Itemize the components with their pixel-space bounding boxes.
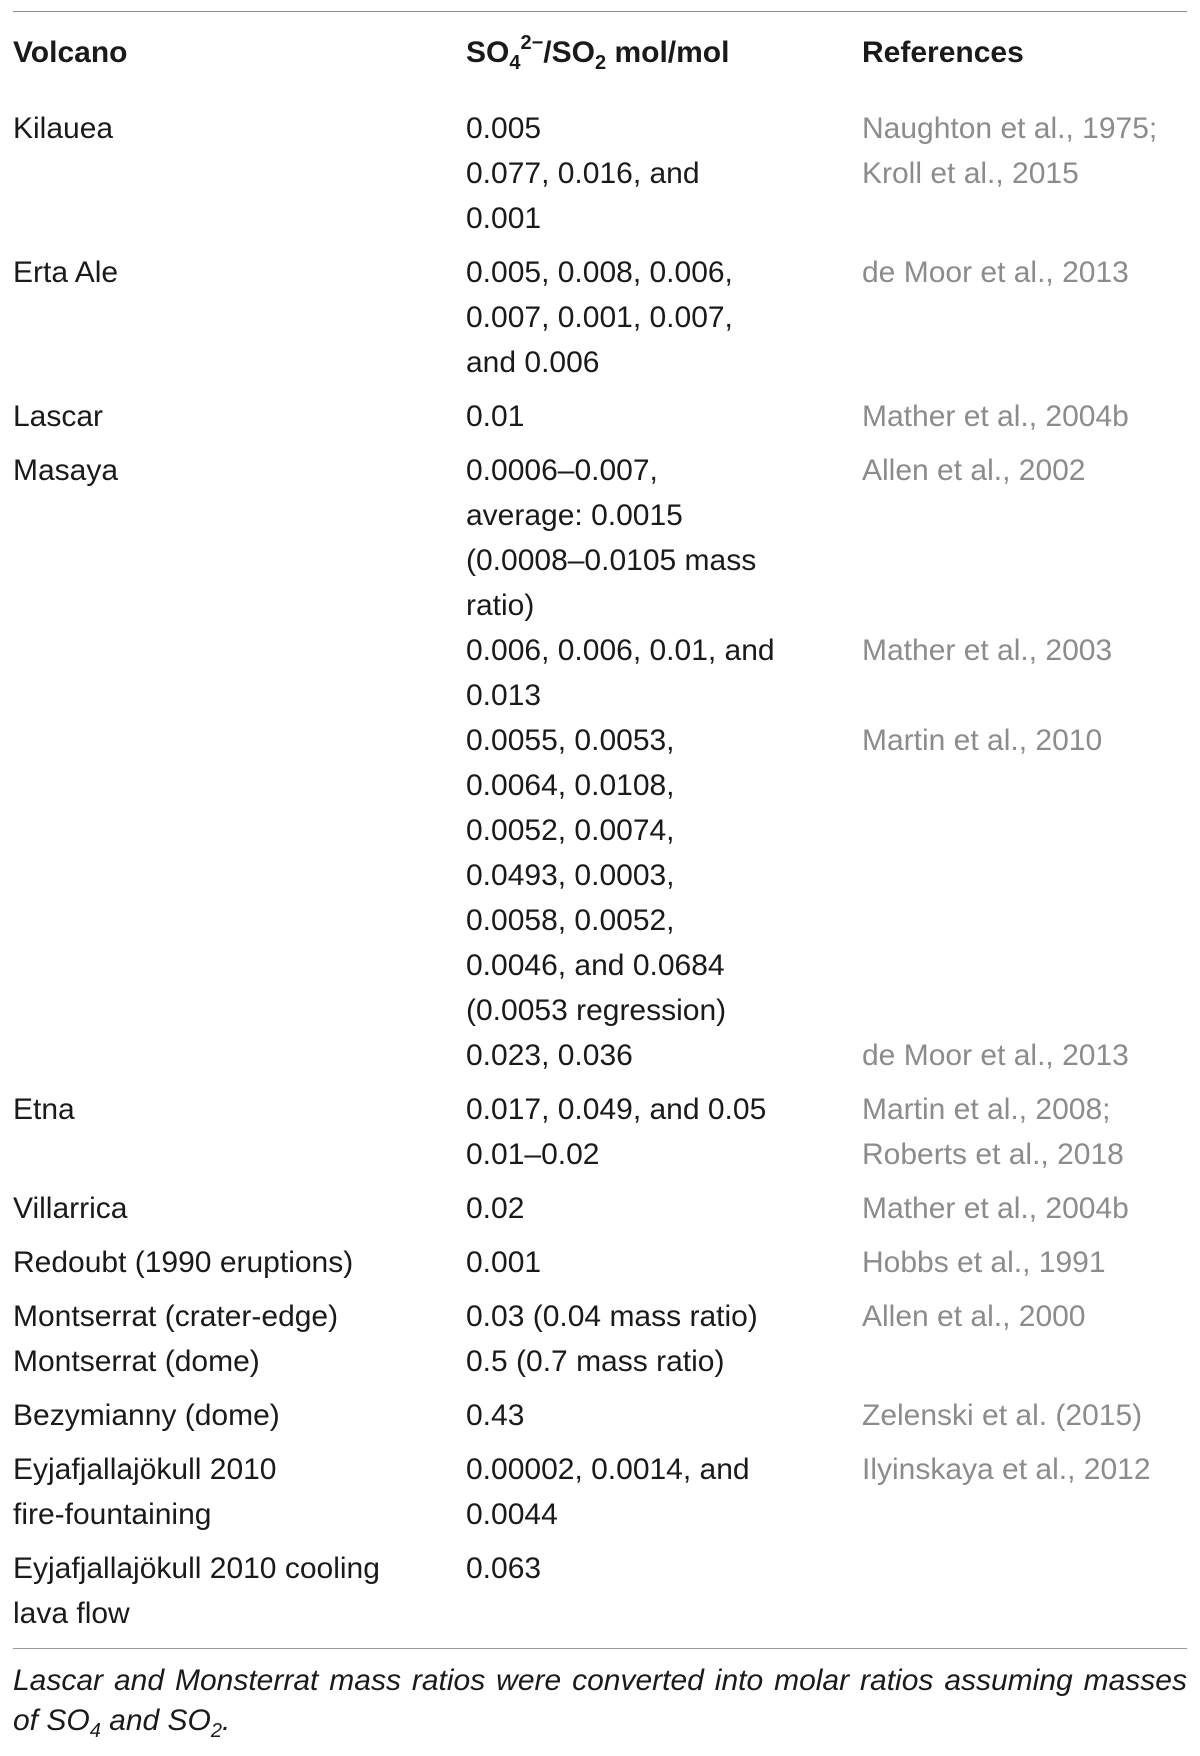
- volcano-cell-line: lava flow: [13, 1597, 130, 1630]
- reference-cell: [862, 439, 1187, 628]
- ratio-cell-line: 0.0055, 0.0053,: [466, 724, 675, 757]
- ratio-cell-line: 0.03 (0.04 mass ratio): [466, 1300, 758, 1333]
- ratio-cell: [466, 439, 862, 628]
- bottom-rule: [13, 1648, 1187, 1649]
- reference-cell: [862, 91, 1187, 241]
- ratio-cell: [466, 1033, 862, 1078]
- table-header: [13, 12, 1187, 91]
- reference-cell: [862, 1438, 1187, 1537]
- table-footnote: Lascar and Monsterrat mass ratios were converted into molar ratios assuming masses of $SO_4$ and $SO_2$.: [13, 1664, 1187, 1742]
- table-row: [13, 1285, 1187, 1384]
- reference-cell: [862, 1537, 1187, 1648]
- data-table: [13, 12, 1187, 1648]
- reference-cell-line: Kroll et al., 2015: [862, 157, 1079, 190]
- reference-cell-line: Hobbs et al., 1991: [862, 1246, 1106, 1279]
- volcano-cell-line: Montserrat (dome): [13, 1345, 260, 1378]
- reference-cell: [862, 718, 1187, 1033]
- table-body: [13, 91, 1187, 1648]
- table-row: [13, 718, 1187, 1033]
- reference-cell-line: Mather et al., 2004b: [862, 400, 1129, 433]
- header-references: References: [862, 36, 1024, 69]
- ratio-cell-line: 0.0046, and 0.0684: [466, 949, 725, 982]
- table-container: [13, 11, 1187, 1741]
- ratio-cell-line: 0.005, 0.008, 0.006,: [466, 256, 733, 289]
- ratio-cell: [466, 1285, 862, 1384]
- ratio-cell-line: 0.023, 0.036: [466, 1039, 633, 1072]
- reference-cell: [862, 241, 1187, 385]
- ratio-cell: [466, 628, 862, 718]
- reference-cell-line: Allen et al., 2002: [862, 454, 1086, 487]
- reference-cell-line: de Moor et al., 2013: [862, 256, 1129, 289]
- volcano-cell-line: Eyjafjallajökull 2010: [13, 1453, 277, 1486]
- table-row: [13, 1537, 1187, 1648]
- table-row: [13, 628, 1187, 718]
- reference-cell-line: Martin et al., 2010: [862, 724, 1103, 757]
- ratio-cell: [466, 91, 862, 241]
- ratio-cell-line: 0.013: [466, 679, 542, 712]
- table-row: [13, 241, 1187, 385]
- reference-cell-line: Martin et al., 2008;: [862, 1093, 1111, 1126]
- ratio-cell-line: 0.01–0.02: [466, 1138, 600, 1171]
- ratio-cell-line: 0.0064, 0.0108,: [466, 769, 675, 802]
- volcano-cell: [13, 1285, 466, 1384]
- ratio-cell-line: 0.0058, 0.0052,: [466, 904, 675, 937]
- volcano-cell: [13, 439, 466, 628]
- volcano-cell: [13, 1177, 466, 1231]
- ratio-cell-line: 0.43: [466, 1399, 525, 1432]
- ratio-cell-line: 0.00002, 0.0014, and: [466, 1453, 750, 1486]
- volcano-cell-line: Kilauea: [13, 112, 114, 145]
- reference-cell: [862, 1384, 1187, 1438]
- table-row: [13, 1231, 1187, 1285]
- ratio-cell: [466, 718, 862, 1033]
- ratio-cell-line: 0.0044: [466, 1498, 558, 1531]
- volcano-cell: [13, 1438, 466, 1537]
- ratio-cell: [466, 241, 862, 385]
- reference-cell-line: Ilyinskaya et al., 2012: [862, 1453, 1151, 1486]
- reference-cell-line: Mather et al., 2004b: [862, 1192, 1129, 1225]
- reference-cell-line: Allen et al., 2000: [862, 1300, 1086, 1333]
- ratio-cell: [466, 1231, 862, 1285]
- reference-cell-line: Zelenski et al. (2015): [862, 1399, 1143, 1432]
- table-row: [13, 1078, 1187, 1177]
- volcano-cell-line: Bezymianny (dome): [13, 1399, 280, 1432]
- volcano-cell: [13, 385, 466, 439]
- reference-cell-line: de Moor et al., 2013: [862, 1039, 1129, 1072]
- header-ratio: $SO_4^{2-}/SO_2$ mol/mol: [466, 32, 730, 74]
- ratio-cell: [466, 385, 862, 439]
- reference-cell: [862, 1033, 1187, 1078]
- ratio-cell-line: average: 0.0015: [466, 499, 683, 532]
- ratio-cell-line: 0.001: [466, 202, 542, 235]
- volcano-cell-line: fire-fountaining: [13, 1498, 212, 1531]
- ratio-cell: [466, 1177, 862, 1231]
- ratio-cell-line: 0.0006–0.007,: [466, 454, 658, 487]
- volcano-cell: [13, 241, 466, 385]
- volcano-cell: [13, 628, 466, 718]
- volcano-cell: [13, 1537, 466, 1648]
- ratio-cell-line: 0.017, 0.049, and 0.05: [466, 1093, 767, 1126]
- reference-cell: [862, 628, 1187, 718]
- ratio-cell: [466, 1384, 862, 1438]
- table-row: [13, 1438, 1187, 1537]
- volcano-cell: [13, 1231, 466, 1285]
- table-row: [13, 1033, 1187, 1078]
- reference-cell-line: Naughton et al., 1975;: [862, 112, 1158, 145]
- volcano-cell-line: Lascar: [13, 400, 104, 433]
- ratio-cell-line: (0.0053 regression): [466, 994, 727, 1027]
- volcano-cell: [13, 1033, 466, 1078]
- table-row: [13, 1177, 1187, 1231]
- ratio-cell-line: 0.0052, 0.0074,: [466, 814, 675, 847]
- volcano-cell-line: Masaya: [13, 454, 119, 487]
- ratio-cell: [466, 1078, 862, 1177]
- volcano-cell: [13, 91, 466, 241]
- volcano-cell: [13, 1384, 466, 1438]
- volcano-cell-line: Redoubt (1990 eruptions): [13, 1246, 354, 1279]
- reference-cell: [862, 385, 1187, 439]
- header-volcano: Volcano: [13, 36, 128, 69]
- volcano-cell-line: Erta Ale: [13, 256, 119, 289]
- ratio-cell-line: 0.5 (0.7 mass ratio): [466, 1345, 725, 1378]
- ratio-cell-line: 0.02: [466, 1192, 525, 1225]
- table-row: [13, 1384, 1187, 1438]
- ratio-cell-line: 0.001: [466, 1246, 542, 1279]
- volcano-cell-line: Eyjafjallajökull 2010 cooling: [13, 1552, 380, 1585]
- reference-cell: [862, 1285, 1187, 1384]
- ratio-cell-line: (0.0008–0.0105 mass: [466, 544, 757, 577]
- reference-cell-line: Roberts et al., 2018: [862, 1138, 1124, 1171]
- reference-cell: [862, 1231, 1187, 1285]
- ratio-cell: [466, 1438, 862, 1537]
- volcano-cell: [13, 718, 466, 1033]
- ratio-cell-line: 0.006, 0.006, 0.01, and: [466, 634, 775, 667]
- ratio-cell-line: and 0.006: [466, 346, 600, 379]
- table-row: [13, 385, 1187, 439]
- volcano-cell-line: Montserrat (crater-edge): [13, 1300, 339, 1333]
- ratio-cell-line: 0.007, 0.001, 0.007,: [466, 301, 733, 334]
- volcano-cell: [13, 1078, 466, 1177]
- reference-cell: [862, 1177, 1187, 1231]
- ratio-cell-line: 0.0493, 0.0003,: [466, 859, 675, 892]
- reference-cell: [862, 1078, 1187, 1177]
- ratio-cell-line: 0.063: [466, 1552, 542, 1585]
- ratio-cell: [466, 1537, 862, 1648]
- volcano-cell-line: Villarrica: [13, 1192, 128, 1225]
- ratio-cell-line: 0.01: [466, 400, 525, 433]
- reference-cell-line: Mather et al., 2003: [862, 634, 1113, 667]
- table-row: [13, 439, 1187, 628]
- ratio-cell-line: 0.005: [466, 112, 542, 145]
- ratio-cell-line: 0.077, 0.016, and: [466, 157, 700, 190]
- table-row: [13, 91, 1187, 241]
- volcano-cell-line: Etna: [13, 1093, 75, 1126]
- ratio-cell-line: ratio): [466, 589, 535, 622]
